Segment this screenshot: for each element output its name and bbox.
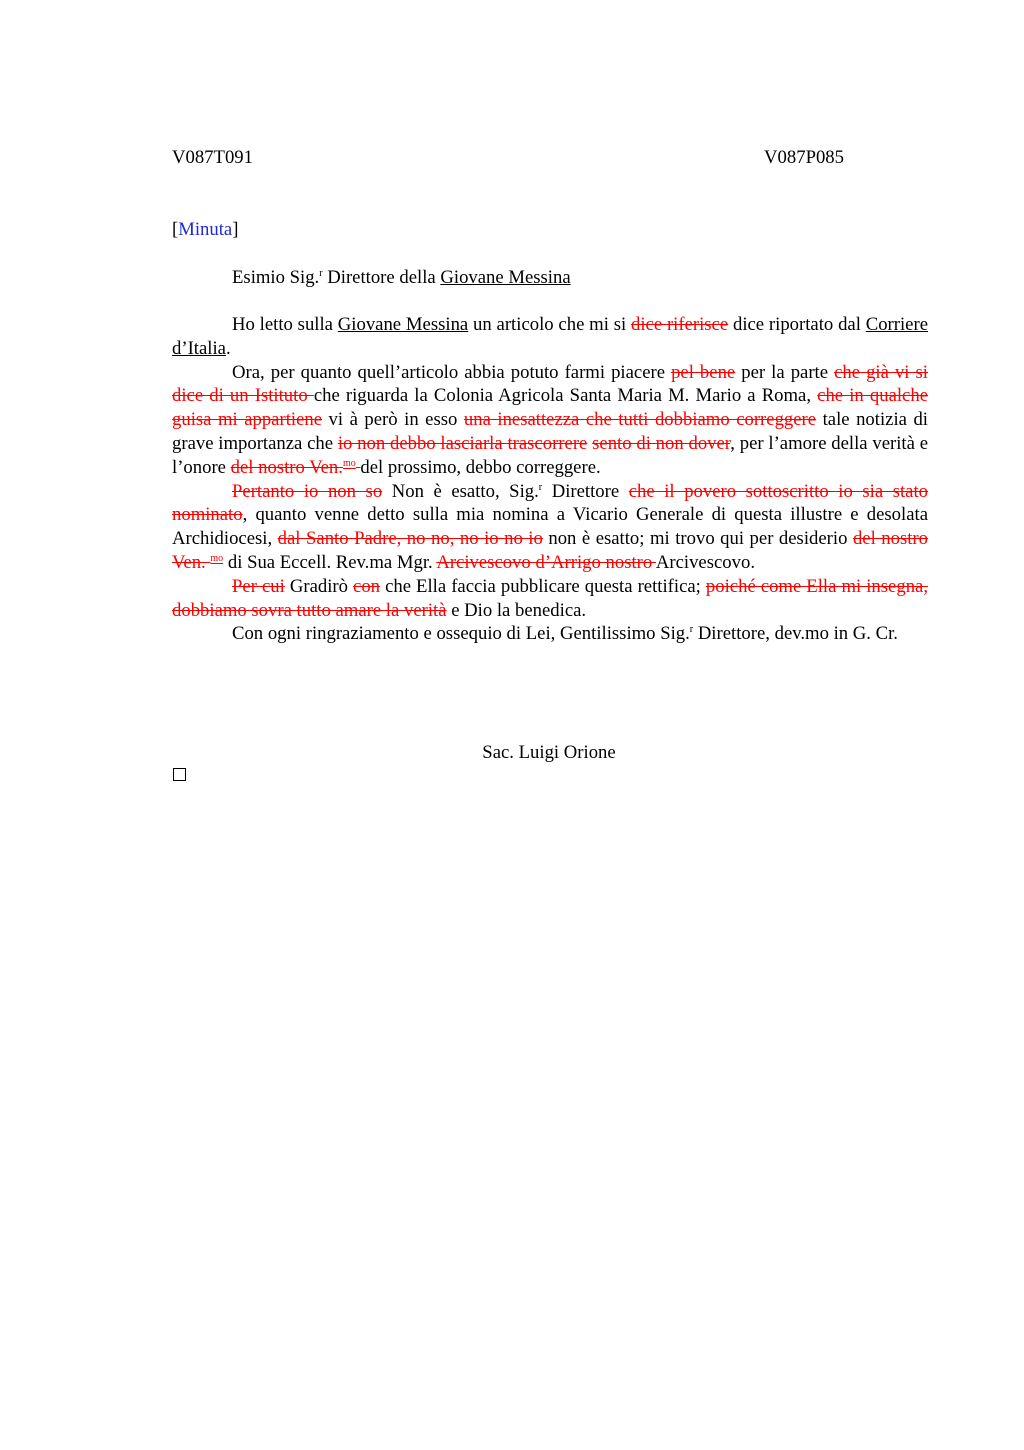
deleted-text: del nostro Ven.$^{mo}$ — [230, 456, 356, 478]
draft-label: Minuta — [178, 219, 233, 240]
draft-tag: [Minuta] — [172, 219, 239, 240]
deleted-text: con — [353, 575, 381, 597]
deleted-text: Arcivescovo d’Arrigo nostro — [436, 551, 656, 573]
document-code-right: V087P085 — [764, 147, 844, 168]
paragraph-1: Ho letto sulla Giovane Messina un articolo che mi si dice riferisce dice riportato dal Corriere d’Italia. — [172, 314, 928, 359]
end-marker-box — [173, 768, 186, 781]
deleted-text: poiché come Ella mi insegna, dobbiamo sovra tutto amare la verità — [172, 575, 928, 621]
paragraph-2: Ora, per quanto quell’articolo abbia potuto farmi piacere pel bene per la parte che già vi si dice di un Istituto che riguarda la Colonia Agricola Santa Maria M. Mario a Roma, che in qualche guisa mi appartiene vi à però in esso una inesattezza che tutti dobbiamo correggere tale notizia di grave importanza che io non debbo lasciarla trascorrere sento di non dover, per l’amore della verità e l’onore del nostro Ven.$^{mo}$ del prossimo, debbo correggere. — [172, 361, 928, 478]
deleted-text: pel bene — [671, 361, 736, 383]
deleted-text: Per cui — [232, 575, 285, 597]
deleted-text: dal Santo Padre, no no, no io no io — [277, 528, 543, 550]
deleted-text: che il povero sottoscritto io sia stato nominato — [172, 480, 928, 526]
newspaper-title: Giovane Messina — [440, 267, 571, 288]
salutation: Esimio Sig.$^r$ Direttore della Giovane Messina — [232, 267, 571, 288]
letter-body — [172, 313, 928, 646]
document-code-left: V087T091 — [172, 147, 253, 168]
newspaper-title: Giovane Messina — [337, 314, 469, 335]
paragraph-3: Pertanto io non so Non è esatto, Sig.$^r$ Direttore che il povero sottoscritto io sia stato nominato, quanto venne detto sulla mia nomina a Vicario Generale di questa illustre e desolata Archidiocesi, dal Santo Padre, no no, no io no io non è esatto; mi trovo qui per desiderio del nostro Ven. $^{mo}$ di Sua Eccell. Rev.ma Mgr. Arcivescovo d’Arrigo nostro Arcivescovo. — [172, 480, 928, 573]
deleted-text: che in qualche guisa mi appartiene — [172, 385, 928, 431]
deleted-text: io non debbo lasciarla trascorrere — [337, 432, 588, 454]
paragraph-4: Per cui Gradirò con che Ella faccia pubblicare questa rettifica; poiché come Ella mi insegna, dobbiamo sovra tutto amare la verità e Dio la benedica. — [172, 575, 928, 621]
deleted-text: del nostro Ven. $^{mo}$ — [172, 528, 928, 573]
deleted-text: dice riferisce — [631, 314, 729, 335]
document-header — [172, 146, 844, 170]
deleted-text: una inesattezza che tutti dobbiamo correggere — [463, 409, 817, 431]
deleted-text: Pertanto io non so — [232, 480, 383, 502]
newspaper-title: Corriere d’Italia — [172, 314, 928, 359]
deleted-text: che già vi si dice di un Istituto — [172, 361, 928, 407]
deleted-text: sento di non dover — [592, 432, 731, 454]
paragraph-5: Con ogni ringraziamento e ossequio di Lei, Gentilissimo Sig.$^r$ Direttore, dev.mo in G. Cr. — [232, 623, 898, 645]
signature: Sac. Luigi Orione — [482, 742, 616, 763]
